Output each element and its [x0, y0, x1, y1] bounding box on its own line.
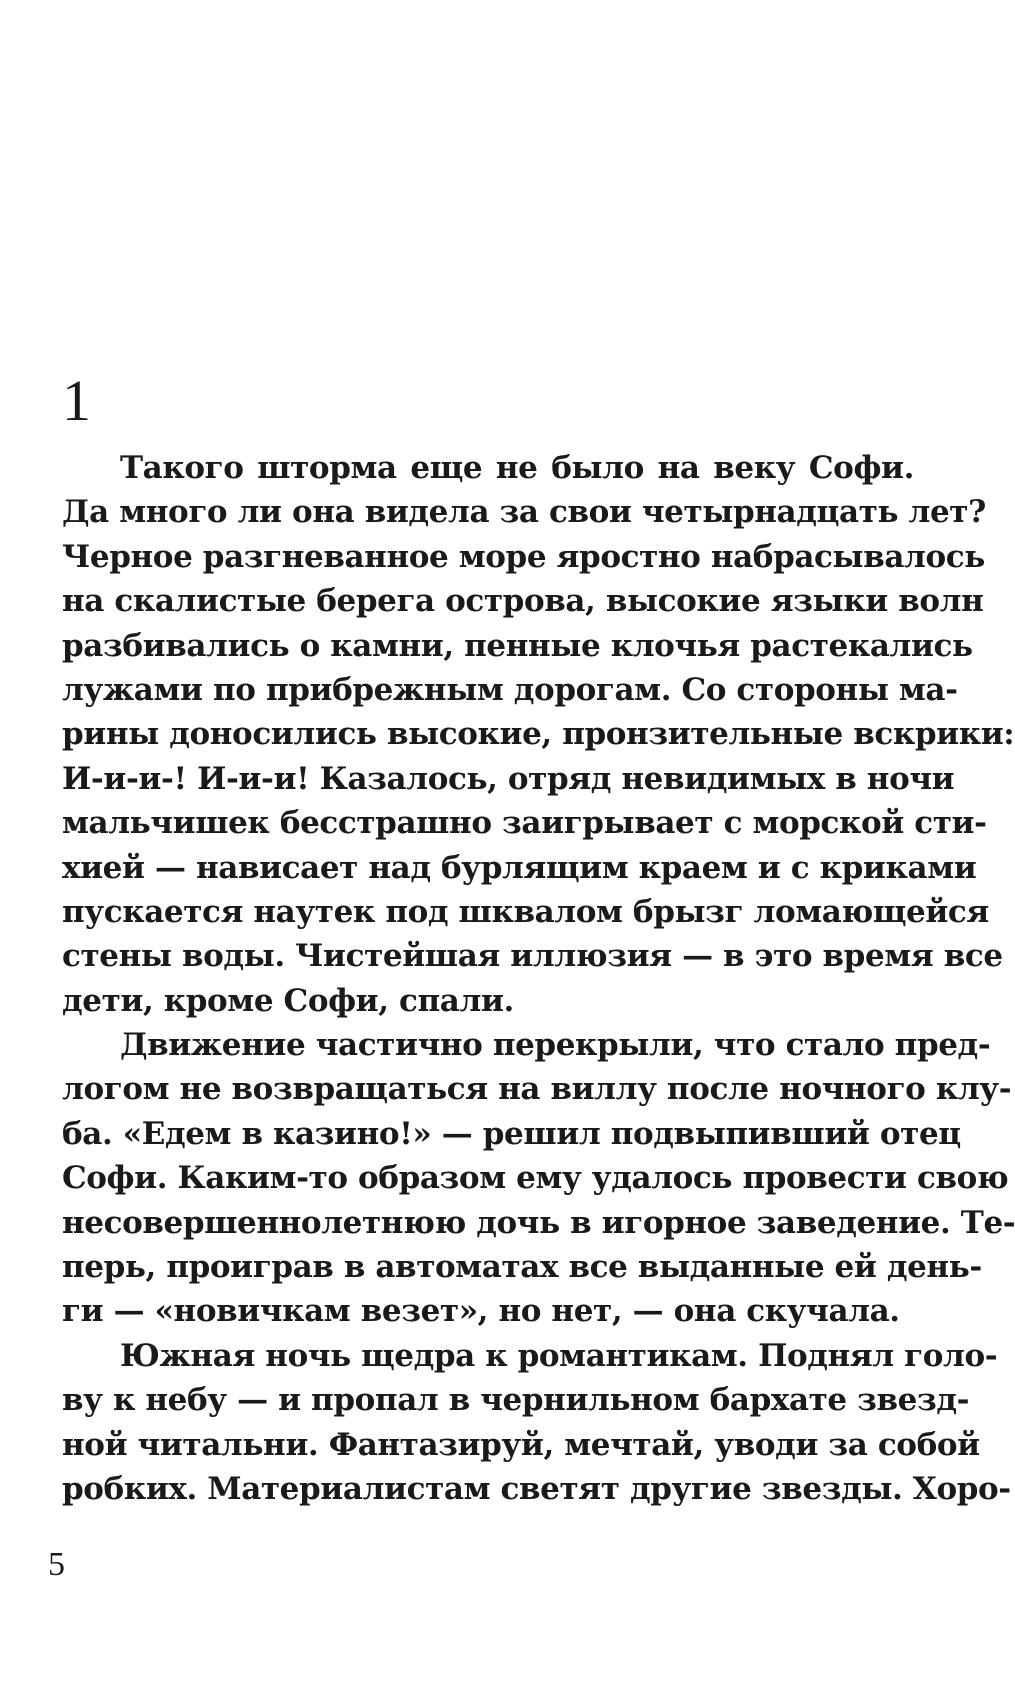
text-line: несовершеннолетнюю дочь в игорное заведение. Те-: [62, 1204, 1015, 1241]
text-line: ву к небу — и пропал в чернильном бархате звезд-: [62, 1382, 970, 1419]
text-line: логом не возвращаться на виллу после ночного клу-: [62, 1071, 1012, 1108]
text-line: Южная ночь щедра к романтикам. Поднял голо-: [120, 1337, 998, 1374]
text-line: дети, кроме Софи, спали.: [62, 982, 514, 1019]
text-line: на скалистые берега острова, высокие языки волн: [62, 583, 984, 620]
text-line: Черное разгневанное море яростно набрасывалось: [62, 538, 985, 575]
text-line: стены воды. Чистейшая иллюзия — в это время все: [62, 938, 1003, 975]
text-line: рины доносились высокие, пронзительные вскрики:: [62, 716, 1015, 753]
text-line: И-и-и-! И-и-и! Казалось, отряд невидимых в ночи: [62, 760, 955, 797]
page-number: 5: [48, 1546, 65, 1583]
chapter-body: [62, 446, 1015, 1511]
text-line: Софи. Каким-то образом ему удалось провести свою: [62, 1160, 1009, 1197]
text-line: перь, проиграв в автоматах все выданные ей день-: [62, 1249, 982, 1286]
text-line: ба. «Едем в казино!» — решил подвыпивший отец: [62, 1115, 961, 1152]
text-line: Да много ли она видела за свои четырнадцать лет?: [62, 494, 986, 531]
paragraph: [62, 446, 1015, 1023]
text-line: разбивались о камни, пенные клочья растекались: [62, 627, 973, 664]
text-line: ной читальни. Фантазируй, мечтай, уводи за собой: [62, 1426, 980, 1463]
text-line: ги — «новичкам везет», но нет, — она скучала.: [62, 1293, 900, 1330]
text-line: мальчишек бесстрашно заигрывает с морской сти-: [62, 805, 987, 842]
text-line: робких. Материалистам светят другие звезды. Хоро-: [62, 1470, 1011, 1507]
text-line: пускается наутек под шквалом брызг ломающейся: [62, 893, 989, 930]
text-line: лужами по прибрежным дорогам. Со стороны ма-: [62, 671, 958, 708]
paragraph: [62, 1334, 1011, 1512]
chapter-number: 1: [62, 368, 91, 433]
text-line: хией — нависает над бурлящим краем и с криками: [62, 849, 977, 886]
paragraph: [62, 1023, 1015, 1334]
text-line: Движение частично перекрыли, что стало пред-: [120, 1027, 991, 1064]
text-line: Такого шторма еще не было на веку Софи.: [120, 450, 914, 486]
